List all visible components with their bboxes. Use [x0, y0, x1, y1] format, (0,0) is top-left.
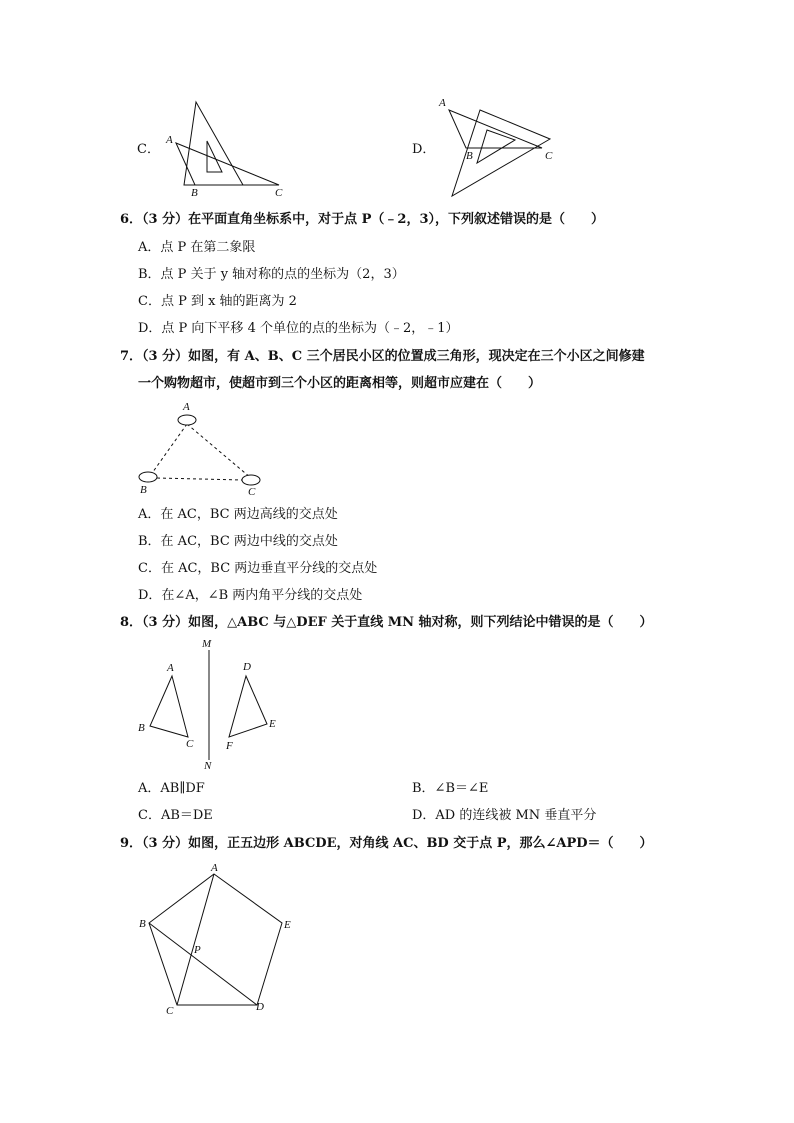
q8-option-d: D．AD 的连线被 MN 垂直平分 — [412, 808, 597, 823]
q6-option-c: C．点 P 到 x 轴的距离为 2 — [138, 294, 297, 309]
q8-option-c: C．AB＝DE — [138, 808, 213, 823]
q8-label-c: C — [186, 738, 194, 750]
q6-option-b: B．点 P 关于 y 轴对称的点的坐标为（2，3） — [138, 267, 405, 282]
q7-option-d: D．在∠A，∠B 两内角平分线的交点处 — [138, 588, 363, 603]
q9-stem: 9．（3 分）如图，正五边形 ABCDE，对角线 AC、BD 交于点 P，那么∠APD＝（ ） — [120, 836, 653, 851]
q9-label-c: C — [166, 1005, 174, 1017]
q6-option-d: D．点 P 向下平移 4 个单位的点的坐标为（﹣2，﹣1） — [138, 321, 459, 336]
q9-label-p: P — [194, 944, 201, 956]
q5c-label-a: A — [166, 134, 173, 146]
q7-option-a: A．在 AC，BC 两边高线的交点处 — [138, 507, 338, 522]
q8-label-m: M — [202, 638, 212, 650]
q8-label-d: D — [243, 661, 251, 673]
q8-label-a: A — [167, 662, 174, 674]
q9-label-a: A — [211, 862, 218, 874]
q5c-label-c: C — [275, 187, 283, 199]
q6-stem: 6．（3 分）在平面直角坐标系中，对于点 P（﹣2，3），下列叙述错误的是（ ） — [120, 212, 605, 227]
q8-label-n: N — [204, 760, 212, 772]
q9-label-d: D — [256, 1001, 264, 1013]
q8-option-a: A．AB∥DF — [138, 781, 205, 796]
q7-label-b: B — [140, 484, 147, 496]
q7-option-b: B．在 AC，BC 两边中线的交点处 — [138, 534, 338, 549]
q5d-label-c: C — [545, 150, 553, 162]
q8-label-e: E — [269, 718, 276, 730]
q5-option-d-label: D． — [412, 142, 436, 157]
q5-option-c-label: C． — [137, 142, 160, 157]
q5c-label-b: B — [191, 187, 198, 199]
q8-label-b: B — [138, 722, 145, 734]
q6-option-a: A．点 P 在第二象限 — [138, 240, 256, 255]
q9-label-b: B — [139, 918, 146, 930]
q9-diagonal-bd — [149, 923, 257, 1005]
q7-label-c: C — [248, 486, 256, 498]
q7-stem-line2: 一个购物超市，使超市到三个小区的距离相等，则超市应建在（ ） — [138, 376, 542, 391]
q7-stem-line1: 7．（3 分）如图，有 A、B、C 三个居民小区的位置成三角形，现决定在三个小区之间修建 — [120, 349, 645, 364]
q7-option-c: C．在 AC，BC 两边垂直平分线的交点处 — [138, 561, 378, 576]
q8-option-b: B．∠B＝∠E — [412, 781, 489, 796]
q9-label-e: E — [284, 919, 291, 931]
q5d-label-a: A — [439, 97, 446, 109]
q8-label-f: F — [226, 740, 233, 752]
q8-stem: 8．（3 分）如图，△ABC 与△DEF 关于直线 MN 轴对称，则下列结论中错误的是（ ） — [120, 615, 653, 630]
q9-diagonal-ac — [177, 874, 214, 1005]
q7-label-a: A — [183, 401, 190, 413]
q9-pentagon-abcde — [149, 874, 282, 1005]
q5d-label-b: B — [466, 150, 473, 162]
